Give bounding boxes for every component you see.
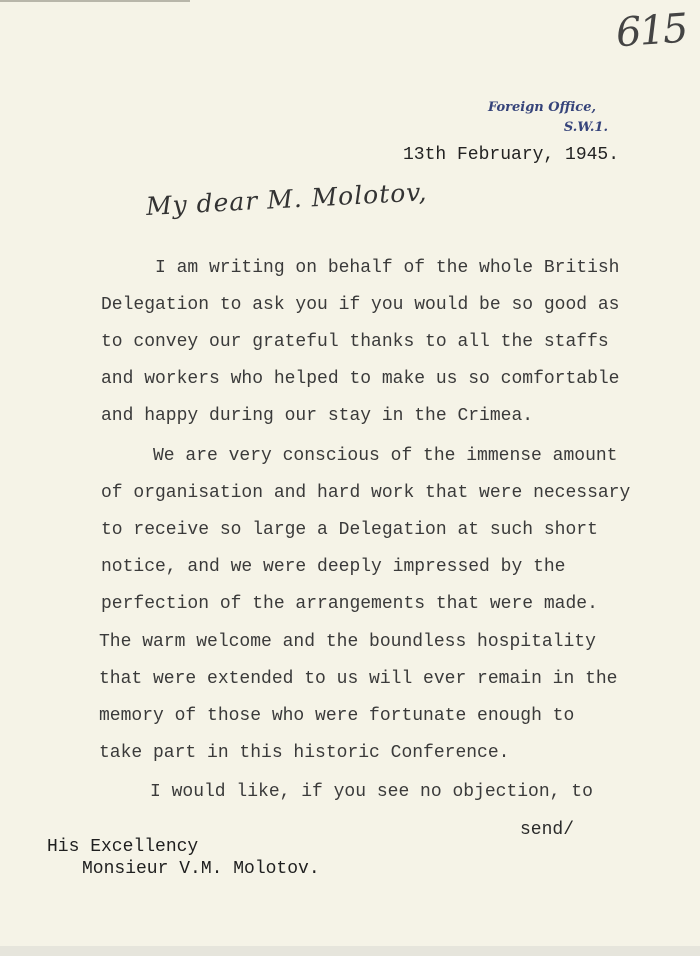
body-line: that were extended to us will ever remain in the [99,669,618,689]
addressee-name: Monsieur V.M. Molotov. [82,859,320,879]
catchword: send/ [520,820,575,840]
letter-date: 13th February, 1945. [403,145,620,165]
body-line: and workers who helped to make us so comfortable [101,369,620,389]
body-line: The warm welcome and the boundless hospitality [99,632,596,652]
folio-mark: 615 [614,5,688,57]
letterhead-office: Foreign Office, [487,100,596,115]
page-edge-top [0,0,190,2]
body-line: take part in this historic Conference. [99,743,510,763]
body-line: to convey our grateful thanks to all the staffs [101,332,609,352]
letterhead [487,98,608,138]
page-edge-bottom [0,946,700,956]
body-line: to receive so large a Delegation at such short [101,520,598,540]
handwritten-salutation: My dear M. Molotov, [145,177,429,221]
body-line: memory of those who were fortunate enough to [99,706,575,726]
addressee-title: His Excellency [47,837,199,857]
body-line: I am writing on behalf of the whole British [155,258,620,278]
body-line: Delegation to ask you if you would be so good as [101,295,620,315]
letterhead-district: S.W.1. [563,120,608,135]
body-line: of organisation and hard work that were necessary [101,483,631,503]
body-line: perfection of the arrangements that were made. [101,594,598,614]
body-line: I would like, if you see no objection, to [150,782,593,802]
body-line: notice, and we were deeply impressed by the [101,557,566,577]
body-line: We are very conscious of the immense amount [153,446,618,466]
body-line: and happy during our stay in the Crimea. [101,406,534,426]
